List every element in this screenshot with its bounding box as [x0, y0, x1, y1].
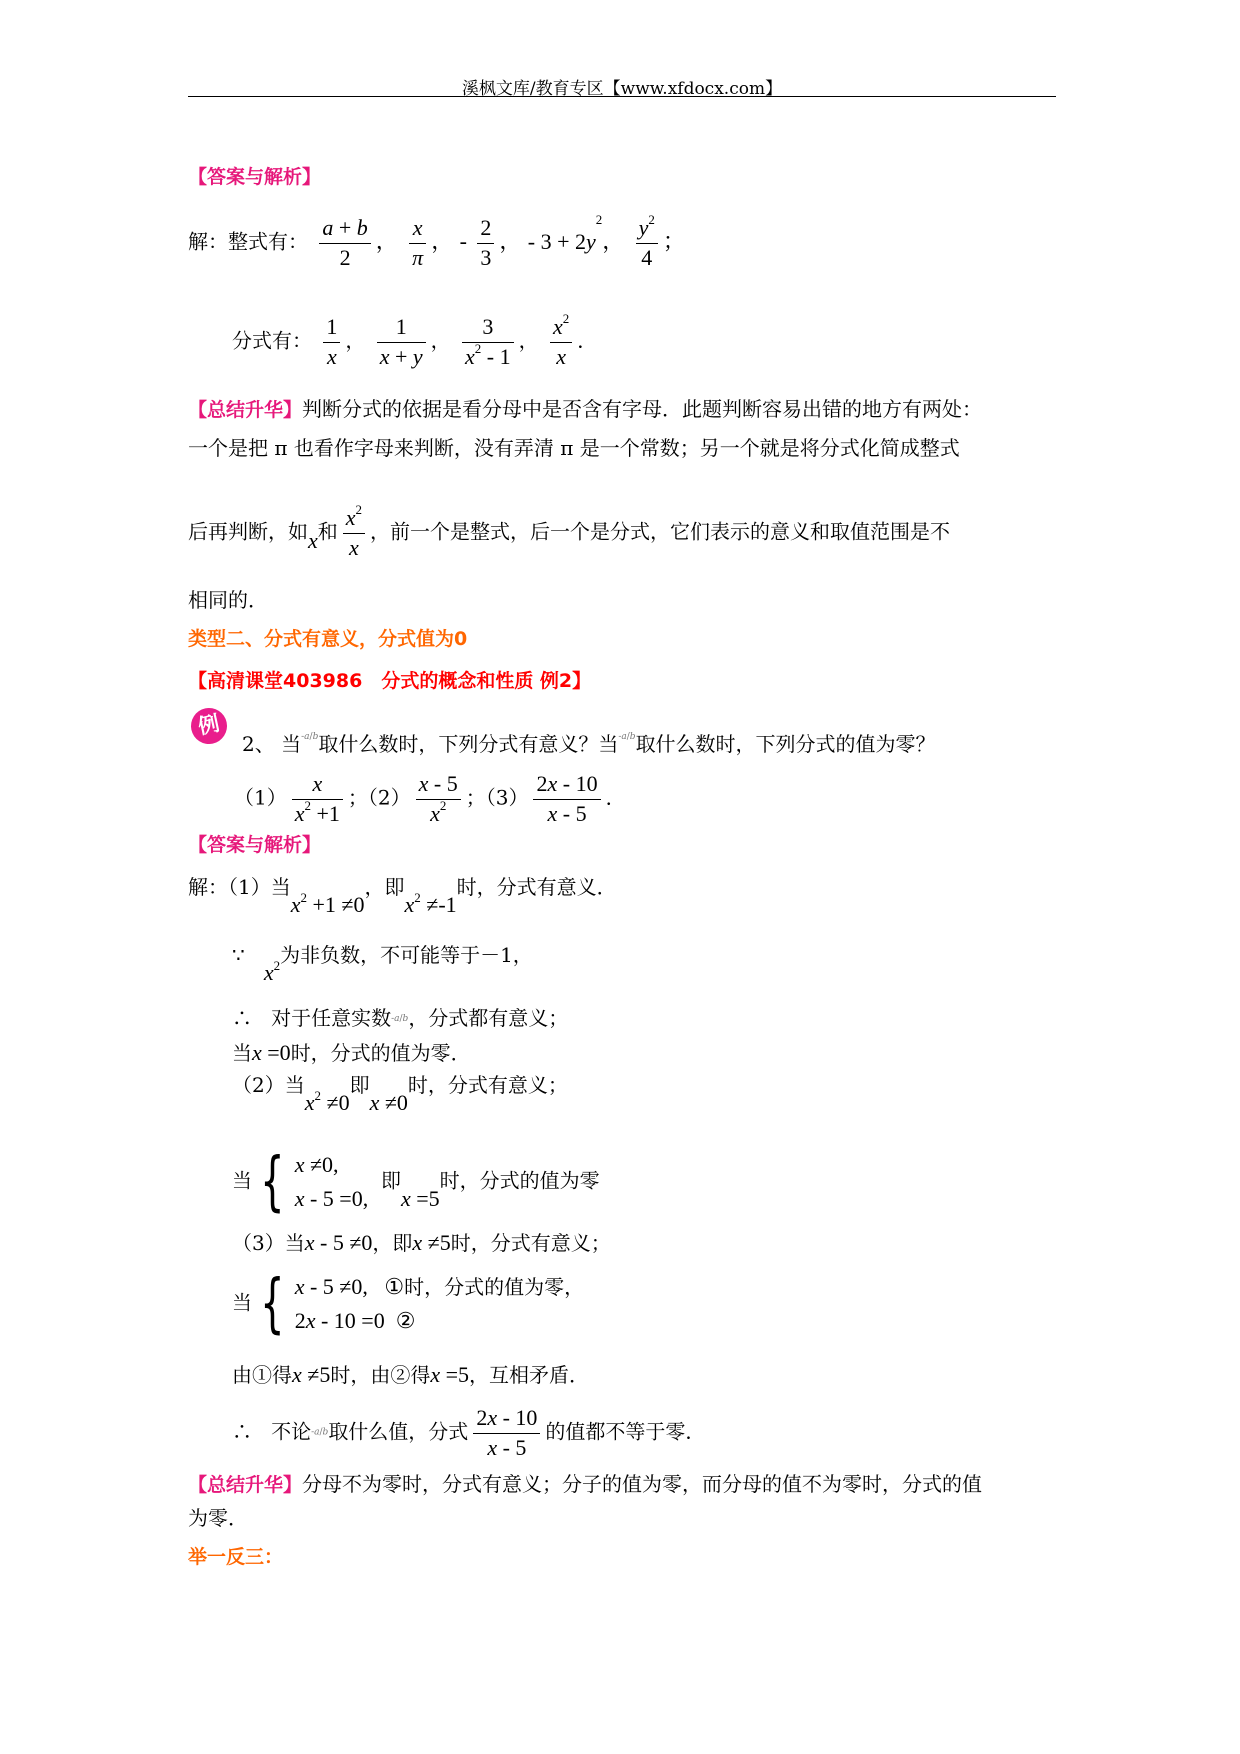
frac-x-over-x2-plus-1: $\frac{x}{x^2 +1}$: [292, 770, 343, 828]
summary2-line-2: 为零．: [188, 1506, 248, 1530]
summary-tag-1: 【总结升华】: [188, 399, 303, 421]
frac-y2-over-4: $\frac{y^2}{4}$: [636, 214, 658, 272]
solution-line-9: 由①得x ≠5时，由②得x =5，互相矛盾．: [232, 1362, 590, 1387]
lesson-reference: 【高清课堂403986 分式的概念和性质 例2】: [188, 670, 592, 692]
solution-line-7: （3）当x - 5 ≠0，即x ≠5时，分式有意义；: [232, 1230, 611, 1255]
frac-conclusion: $\frac{2x - 10}{x - 5}$: [473, 1404, 540, 1462]
frac-x-minus-5-over-x2: $\frac{x - 5}{x^2}$: [416, 770, 461, 828]
summary-line-3: 后再判断，如x和 $\frac{x^2}{x}$ ，前一个是整式，后一个是分式，它们表示的意义和取值范围是不: [188, 504, 950, 562]
practice-heading: 举一反三：: [188, 1546, 284, 1568]
frac-1-over-x-plus-y: $\frac{1}{x + y}$: [377, 313, 426, 371]
frac-x2-over-x-example: $\frac{x^2}{x}$: [343, 504, 365, 562]
answer-tag-2: 【答案与解析】: [188, 834, 322, 856]
solution-line-5: （2）当$x^2 \ne 0$即x ≠0时，分式有意义；: [232, 1073, 568, 1115]
summary2-line-1: 【总结升华】分母不为零时，分式有意义；分子的值为零，而分母的值不为零时，分式的值: [188, 1472, 983, 1496]
solution-line-2: ∵ $x^2$为非负数，不可能等于－1，: [232, 943, 533, 985]
solution-line-10: ∴ 不论-a/b取什么值，分式 $\frac{2x - 10}{x - 5}$ 的值都不等于零．: [232, 1404, 705, 1462]
integer-expressions-line: 解：整式有： $\frac{a + b}{2}$ ， $\frac{x}{\pi}$ ， - $\frac{2}{3}$ ， - $3 + 2y^2$， $\frac{y^2}{4}$ ；: [188, 214, 685, 272]
summary-line-2: 一个是把 π 也看作字母来判断，没有弄清 π 是一个常数；另一个就是将分式化简成整式: [188, 436, 960, 460]
frac-3-over-x2-minus-1: $\frac{3}{x^2 - 1}$: [462, 313, 514, 371]
fraction-expressions-line: 分式有： $\frac{1}{x}$ ， $\frac{1}{x + y}$ ， $\frac{3}{x^2 - 1}$ ， $\frac{x^2}{x}$ ．: [232, 313, 597, 371]
expr-neg3-plus-2y2: - $3 + 2y^2$: [527, 212, 603, 254]
section-title-type2: 类型二、分式有意义，分式值为0: [188, 628, 468, 650]
example-badge: 例: [188, 705, 231, 748]
header-rule: [188, 96, 1056, 97]
summary-line-4: 相同的．: [188, 588, 268, 612]
frac-1-over-x: $\frac{1}{x}$: [323, 313, 340, 371]
solution-line-3: ∴ 对于任意实数-a/b，分式都有意义；: [232, 1006, 569, 1030]
frac-x2-over-x: $\frac{x^2}{x}$: [550, 313, 572, 371]
summary-tag-2: 【总结升华】: [188, 1474, 303, 1496]
page-header: 溪枫文库/教育专区【www.xfdocx.com】: [461, 79, 783, 99]
frac-a-plus-b-over-2: $\frac{a + b}{2}$: [319, 214, 370, 272]
answer-tag-1: 【答案与解析】: [188, 166, 322, 188]
solution-line-6: 当 { x ≠0, x - 5 =0, 即x =5时，分式的值为零: [232, 1145, 600, 1220]
frac-2x-minus-10-over-x-minus-5: $\frac{2x - 10}{x - 5}$: [533, 770, 600, 828]
summary-line-1: 【总结升华】判断分式的依据是看分母中是否含有字母．此题判断容易出错的地方有两处：: [188, 397, 983, 421]
solution-line-4: 当x =0时，分式的值为零．: [232, 1040, 471, 1065]
example-parts: （1） $\frac{x}{x^2 +1}$ ；（2） $\frac{x - 5}{x^2}$ ；（3） $\frac{2x - 10}{x - 5}$ ．: [234, 770, 626, 828]
frac-neg-2-over-3: $\frac{2}{3}$: [477, 214, 494, 272]
solution-line-8: 当 { x - 5 ≠0, ①时，分式的值为零， 2x - 10 =0 ②: [232, 1267, 585, 1342]
fraction-label: 分式有：: [232, 328, 312, 353]
integer-label: 解：整式有：: [188, 229, 308, 254]
solution-line-1: 解：（1）当$x^2 +1 \ne 0$，即$x^2 \ne-1$时，分式有意义．: [188, 875, 617, 917]
frac-x-over-pi: $\frac{x}{\pi}$: [409, 214, 426, 272]
example-question: 2、 当$^{-a/b}$取什么数时，下列分式有意义？当$^{-a/b}$取什么数时，下列分式的值为零？: [242, 732, 936, 756]
